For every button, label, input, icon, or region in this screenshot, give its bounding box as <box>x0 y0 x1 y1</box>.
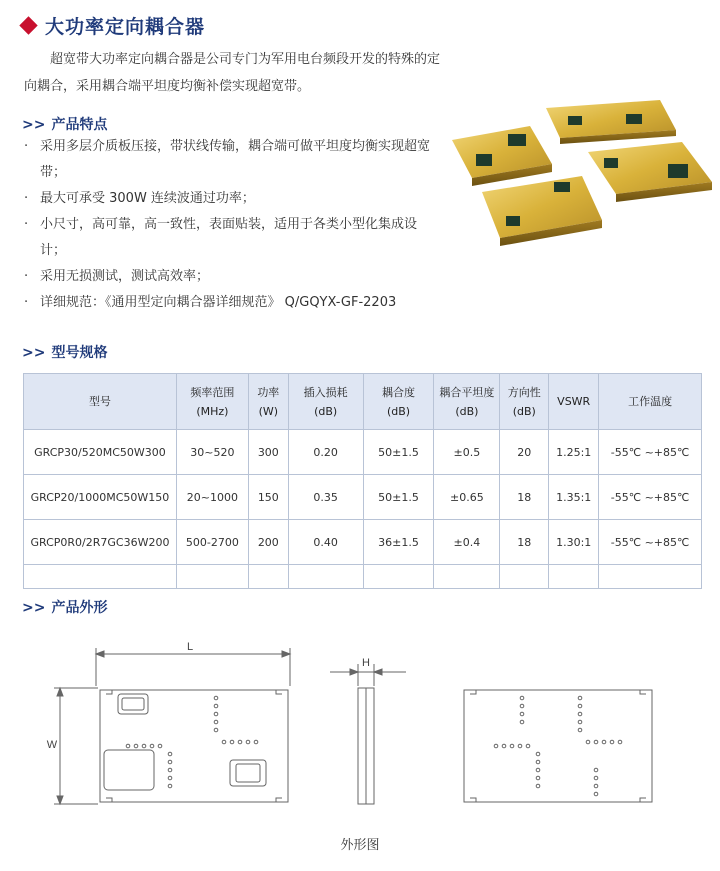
features-heading <box>22 114 107 134</box>
col-header-directivity: 方向性 (dB) <box>500 374 549 430</box>
cell-coupling: 36±1.5 <box>363 520 434 565</box>
bullet-icon: · <box>24 217 29 232</box>
feature-item <box>22 264 442 290</box>
cell-power: 150 <box>248 475 288 520</box>
cell-power: 200 <box>248 520 288 565</box>
cell-vswr: 1.35:1 <box>549 475 599 520</box>
product-photo <box>448 96 720 256</box>
cell-flatness: ±0.5 <box>434 430 500 475</box>
cell-insertion-loss: 0.35 <box>288 475 363 520</box>
col-header-temperature: 工作温度 <box>599 374 702 430</box>
intro-paragraph: 超宽带大功率定向耦合器是公司专门为军用电台频段开发的特殊的定向耦合，采用耦合端平坦度均衡补偿实现超宽带。 <box>24 52 441 94</box>
top-view <box>47 641 290 804</box>
bullet-icon: · <box>24 269 29 284</box>
col-header-insertion-loss: 插入损耗 (dB) <box>288 374 363 430</box>
feature-item <box>22 186 442 212</box>
figure-caption: 外形图 <box>340 838 380 853</box>
feature-text: 小尺寸，高可靠，高一致性，表面贴装，适用于各类小型化集成设计； <box>40 217 418 258</box>
section-marker: >> <box>22 117 46 133</box>
bullet-icon: · <box>24 191 29 206</box>
outline-heading-text: 产品外形 <box>51 600 108 616</box>
diamond-icon <box>19 16 37 34</box>
col-header-power: 功率 (W) <box>248 374 288 430</box>
section-marker: >> <box>22 345 46 361</box>
col-header-flatness: 耦合平坦度 (dB) <box>434 374 500 430</box>
feature-item <box>22 134 442 186</box>
outline-heading <box>22 597 107 617</box>
cell-vswr: 1.25:1 <box>549 430 599 475</box>
outline-drawing <box>40 636 680 816</box>
cell-temperature: -55℃ ~+85℃ <box>599 475 702 520</box>
table-row <box>24 520 702 565</box>
cell-vswr: 1.30:1 <box>549 520 599 565</box>
cell-frequency: 500-2700 <box>176 520 248 565</box>
feature-text: 详细规范：《通用型定向耦合器详细规范》 Q/GQYX-GF-2203 <box>40 295 397 310</box>
feature-text: 采用无损测试，测试高效率； <box>40 269 210 284</box>
cell-insertion-loss: 0.40 <box>288 520 363 565</box>
feature-item <box>22 290 442 316</box>
table-header-row <box>24 374 702 430</box>
dim-label-w: W <box>46 739 58 751</box>
bullet-icon: · <box>24 295 29 310</box>
col-header-model: 型号 <box>24 374 177 430</box>
cell-directivity: 18 <box>500 520 549 565</box>
dim-label-l: L <box>186 641 194 653</box>
page-title <box>22 12 205 39</box>
table-blank-row <box>24 565 702 589</box>
feature-text: 最大可承受 300W 连续波通过功率； <box>40 191 255 206</box>
cell-model: GRCP30/520MC50W300 <box>24 430 177 475</box>
specs-heading-text: 型号规格 <box>51 345 108 361</box>
side-view <box>330 657 406 804</box>
section-marker: >> <box>22 600 46 616</box>
cell-flatness: ±0.4 <box>434 520 500 565</box>
bottom-view <box>464 690 652 802</box>
cell-insertion-loss: 0.20 <box>288 430 363 475</box>
page-title-text: 大功率定向耦合器 <box>45 16 206 38</box>
cell-frequency: 30~520 <box>176 430 248 475</box>
chip-bottom <box>482 176 602 246</box>
col-header-vswr: VSWR <box>549 374 599 430</box>
feature-item <box>22 212 442 264</box>
via-holes <box>126 696 258 788</box>
table-row <box>24 430 702 475</box>
spec-table <box>23 373 702 589</box>
cell-coupling: 50±1.5 <box>363 430 434 475</box>
feature-text: 采用多层介质板压接，带状线传输，耦合端可做平坦度均衡实现超宽带； <box>40 139 431 180</box>
cell-temperature: -55℃ ~+85℃ <box>599 520 702 565</box>
via-holes <box>494 696 622 796</box>
features-list <box>22 134 442 316</box>
cell-coupling: 50±1.5 <box>363 475 434 520</box>
col-header-coupling: 耦合度 (dB) <box>363 374 434 430</box>
cell-power: 300 <box>248 430 288 475</box>
cell-model: GRCP0R0/2R7GC36W200 <box>24 520 177 565</box>
cell-frequency: 20~1000 <box>176 475 248 520</box>
dim-label-h: H <box>362 657 370 669</box>
specs-heading <box>22 342 107 362</box>
cell-directivity: 18 <box>500 475 549 520</box>
chip-top-right <box>546 100 676 144</box>
bullet-icon: · <box>24 139 29 154</box>
cell-temperature: -55℃ ~+85℃ <box>599 430 702 475</box>
chip-right <box>588 142 712 202</box>
cell-directivity: 20 <box>500 430 549 475</box>
table-row <box>24 475 702 520</box>
chip-left <box>452 126 552 186</box>
features-heading-text: 产品特点 <box>51 117 108 133</box>
cell-model: GRCP20/1000MC50W150 <box>24 475 177 520</box>
cell-flatness: ±0.65 <box>434 475 500 520</box>
col-header-frequency: 频率范围 (MHz) <box>176 374 248 430</box>
